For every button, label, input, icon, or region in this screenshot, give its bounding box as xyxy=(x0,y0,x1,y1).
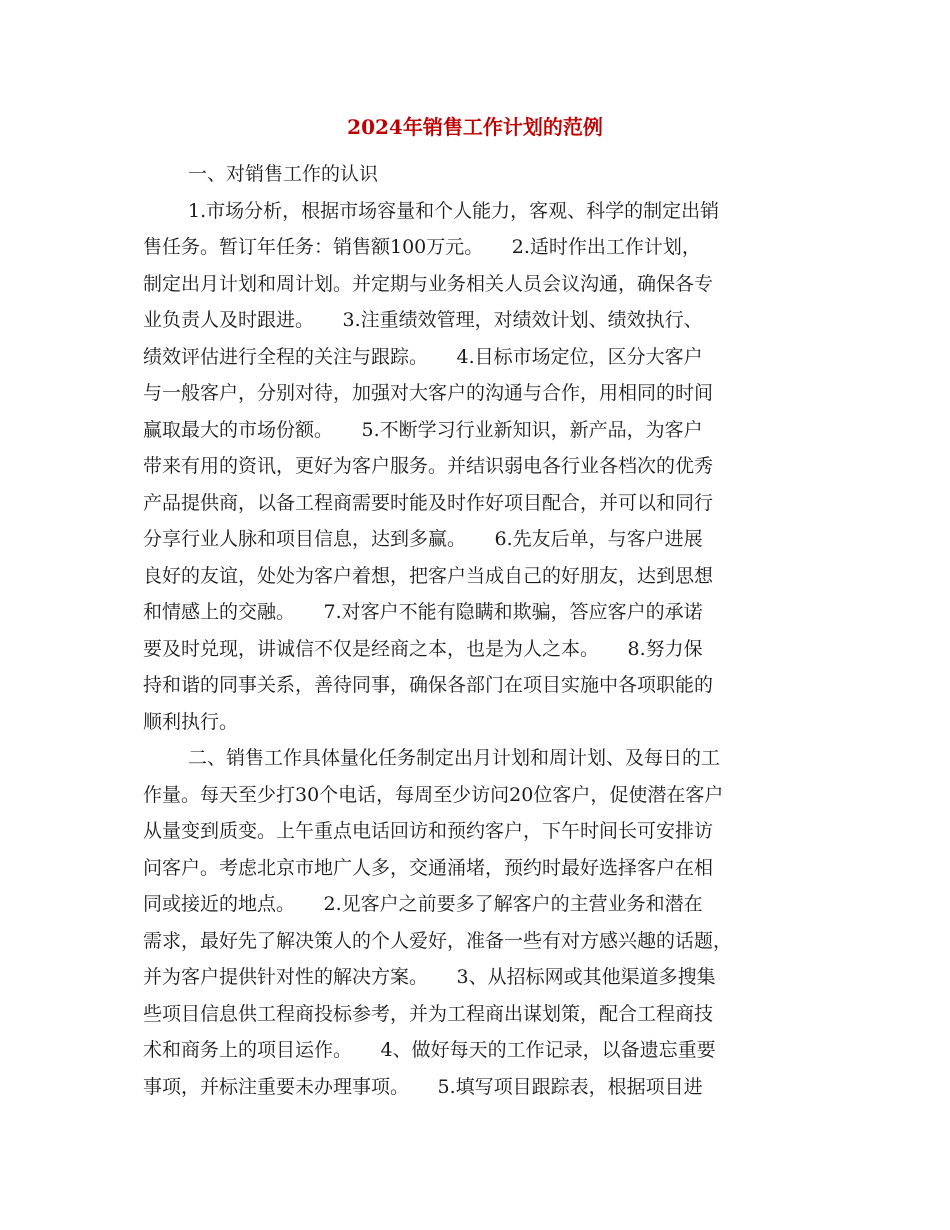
paragraph-line: 需求，最好先了解决策人的个人爱好，准备一些有对方感兴趣的话题， xyxy=(143,929,733,952)
paragraph-line: 产品提供商，以备工程商需要时能及时作好项目配合，并可以和同行 xyxy=(143,491,714,514)
paragraph-line: 作量。每天至少打30个电话，每周至少访问20位客户，促使潜在客户 xyxy=(143,783,724,806)
paragraph-line: 并为客户提供针对性的解决方案。 3、从招标网或其他渠道多搜集 xyxy=(143,966,716,988)
paragraph-line: 制定出月计划和周计划。并定期与业务相关人员会议沟通，确保各专 xyxy=(143,272,714,295)
section-heading-1: 一、对销售工作的认识 xyxy=(188,163,379,185)
paragraph-line: 和情感上的交融。 7.对客户不能有隐瞒和欺骗，答应客户的承诺 xyxy=(143,601,703,623)
paragraph-line: 同或接近的地点。 2.见客户之前要多了解客户的主营业务和潜在 xyxy=(143,893,703,915)
paragraph-line: 分享行业人脉和项目信息，达到多赢。 6.先友后单，与客户进展 xyxy=(143,528,703,550)
paragraph-line: 问客户。考虑北京市地广人多，交通涌堵，预约时最好选择客户在相 xyxy=(143,856,714,879)
paragraph-line: 赢取最大的市场份额。 5.不断学习行业新知识，新产品，为客户 xyxy=(143,418,703,441)
paragraph-line: 从量变到质变。上午重点电话回访和预约客户，下午时间长可安排访 xyxy=(143,820,714,842)
paragraph-line: 1.市场分析，根据市场容量和个人能力，客观、科学的制定出销 xyxy=(188,199,720,222)
paragraph-line: 事项，并标注重要未办理事项。 5.填写项目跟踪表，根据项目进 xyxy=(143,1075,703,1098)
paragraph-line: 带来有用的资讯，更好为客户服务。并结识弱电各行业各档次的优秀 xyxy=(143,455,714,477)
paragraph-line: 顺利执行。 xyxy=(143,710,239,733)
paragraph-line: 业负责人及时跟进。 3.注重绩效管理，对绩效计划、绩效执行、 xyxy=(143,309,703,331)
document-title: 2024年销售工作计划的范例 xyxy=(347,115,603,139)
document-body xyxy=(143,156,803,1105)
paragraph-line: 绩效评估进行全程的关注与跟踪。 4.目标市场定位，区分大客户 xyxy=(143,345,703,368)
section-heading-2: 二、销售工作具体量化任务制定出月计划和周计划、及每日的工 xyxy=(188,747,721,769)
paragraph-line: 术和商务上的项目运作。 4、做好每天的工作记录，以备遗忘重要 xyxy=(143,1039,716,1061)
paragraph-line: 良好的友谊，处处为客户着想，把客户当成自己的好朋友，达到思想 xyxy=(143,564,714,587)
paragraph-line: 要及时兑现，讲诚信不仅是经商之本，也是为人之本。 8.努力保 xyxy=(143,637,703,660)
paragraph-line: 持和谐的同事关系，善待同事，确保各部门在项目实施中各项职能的 xyxy=(143,674,714,696)
paragraph-line: 与一般客户，分别对待，加强对大客户的沟通与合作，用相同的时间 xyxy=(143,382,714,404)
paragraph-line: 售任务。暂订年任务：销售额100万元。 2.适时作出工作计划， xyxy=(143,236,701,258)
paragraph-line: 些项目信息供工程商投标参考，并为工程商出谋划策，配合工程商技 xyxy=(143,1002,714,1025)
